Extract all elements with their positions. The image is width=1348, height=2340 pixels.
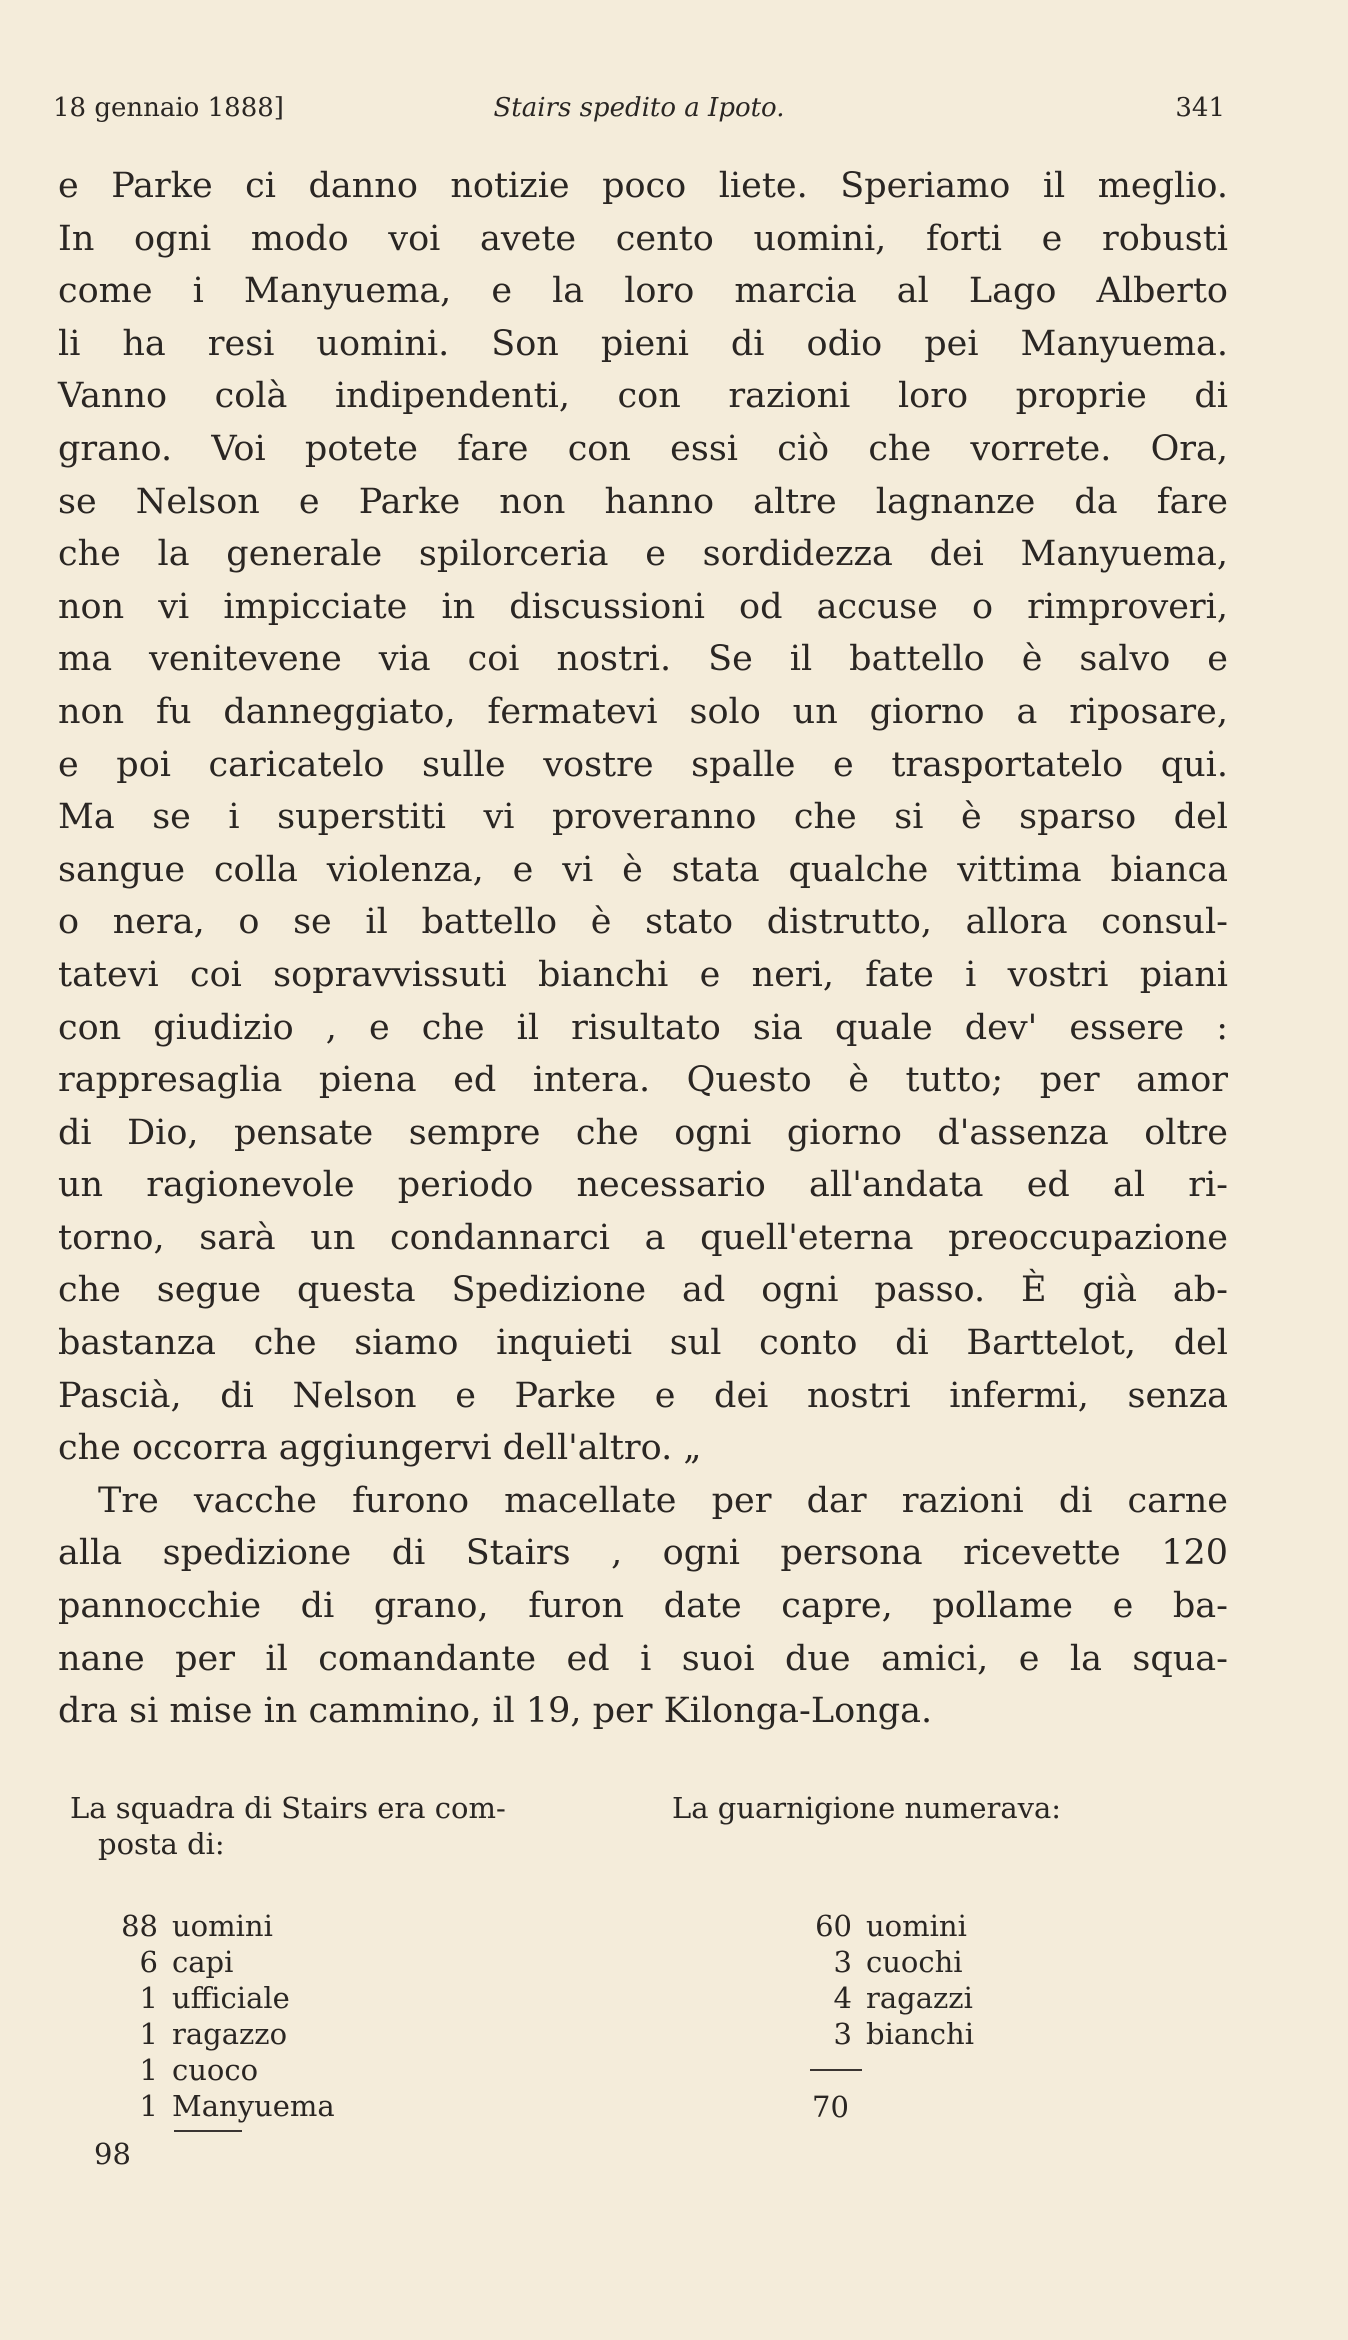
row-label: capi — [172, 1945, 234, 1979]
row-count: 1 — [139, 2053, 158, 2087]
text-line: dra si mise in cammino, il 19, per Kilonga-Longa. — [58, 1691, 933, 1732]
table-total: 98 — [94, 2137, 131, 2171]
text-line: torno, sarà un condannarci a quell'eterna preoccupazione — [58, 1217, 1228, 1258]
text-line: e poi caricatelo sulle vostre spalle e trasportatelo qui. — [58, 744, 1228, 785]
garrison-table — [672, 1790, 1272, 2127]
table-row — [70, 1944, 650, 1980]
table-total: 70 — [812, 2090, 849, 2124]
body-text — [58, 160, 1228, 1738]
row-label: bianchi — [866, 2017, 974, 2051]
row-count: 3 — [833, 1945, 852, 1979]
text-line: grano. Voi potete fare con essi ciò che vorrete. Ora, — [58, 428, 1228, 469]
text-line: se Nelson e Parke non hanno altre lagnanze da fare — [58, 481, 1228, 522]
text-line: e Parke ci danno notizie poco liete. Speriamo il meglio. — [58, 166, 1228, 206]
row-count: 3 — [833, 2017, 852, 2051]
table-row — [672, 2016, 1272, 2052]
text-line: bastanza che siamo inquieti sul conto di Barttelot, del — [58, 1323, 1228, 1364]
text-line: o nera, o se il battello è stato distrutto, allora consul- — [58, 902, 1228, 943]
text-line: Ma se i superstiti vi proveranno che si è sparso del — [58, 797, 1228, 838]
text-line: sangue colla violenza, e vi è stata qualche vittima bianca — [58, 849, 1228, 890]
text-line: ma venitevene via coi nostri. Se il battello è salvo e — [58, 639, 1228, 680]
row-label: ufficiale — [172, 1981, 290, 2015]
header-title: Stairs spedito a Ipoto. — [493, 93, 785, 123]
stairs-party-table — [70, 1790, 650, 2174]
text-line: pannocchie di grano, furon date capre, pollame e ba- — [58, 1586, 1228, 1627]
table-row — [70, 1980, 650, 2016]
row-count: 6 — [139, 1945, 158, 1979]
row-label: uomini — [172, 1909, 273, 1943]
text-line: li ha resi uomini. Son pieni di odio pei Manyuema. — [58, 323, 1228, 364]
header-date: 18 gennaio 1888] — [53, 93, 284, 123]
text-line: di Dio, pensate sempre che ogni giorno d'assenza oltre — [58, 1112, 1228, 1153]
row-count: 60 — [815, 1909, 852, 1943]
sum-rule — [174, 2130, 242, 2132]
text-line: con giudizio , e che il risultato sia quale dev' essere : — [58, 1007, 1228, 1048]
table-row — [672, 1944, 1272, 1980]
row-count: 4 — [833, 1981, 852, 2015]
row-label: Manyuema — [172, 2089, 335, 2123]
row-count: 1 — [139, 2017, 158, 2051]
text-line: Vanno colà indipendenti, con razioni loro proprie di — [58, 376, 1228, 417]
table-heading: La guarnigione numerava: — [672, 1791, 1062, 1825]
row-count: 1 — [139, 1981, 158, 2015]
page-number: 341 — [1175, 93, 1225, 123]
text-line: che la generale spilorceria e sordidezza dei Manyuema, — [58, 534, 1228, 575]
text-line: tatevi coi sopravvissuti bianchi e neri, fate i vostri piani — [58, 954, 1228, 995]
text-line: che occorra aggiungervi dell'altro. „ — [58, 1428, 702, 1469]
row-label: cuoco — [172, 2053, 259, 2087]
row-count: 88 — [121, 1909, 158, 1943]
text-line: Tre vacche furono macellate per dar razioni di carne — [98, 1480, 1228, 1521]
row-label: ragazzo — [172, 2017, 288, 2051]
text-line: non fu danneggiato, fermatevi solo un giorno a riposare, — [58, 691, 1228, 732]
text-line: nane per il comandante ed i suoi due amici, e la squa- — [58, 1638, 1228, 1679]
text-line: non vi impicciate in discussioni od accuse o rimproveri, — [58, 586, 1228, 627]
text-line: che segue questa Spedizione ad ogni passo. È già ab- — [58, 1270, 1228, 1311]
table-row — [672, 1980, 1272, 2016]
table-heading: La squadra di Stairs era com- — [70, 1791, 506, 1825]
table-row — [70, 2016, 650, 2052]
table-row — [70, 2088, 650, 2124]
row-label: uomini — [866, 1909, 967, 1943]
text-line: In ogni modo voi avete cento uomini, forti e robusti — [58, 218, 1228, 259]
table-row — [70, 1908, 650, 1944]
text-line: come i Manyuema, e la loro marcia al Lago Alberto — [58, 271, 1228, 312]
text-line: alla spedizione di Stairs , ogni persona ricevette 120 — [58, 1533, 1228, 1574]
table-row — [70, 2052, 650, 2088]
text-line: rappresaglia piena ed intera. Questo è tutto; per amor — [58, 1060, 1228, 1101]
text-line: un ragionevole periodo necessario all'andata ed al ri- — [58, 1165, 1228, 1206]
text-line: Pascià, di Nelson e Parke e dei nostri infermi, senza — [58, 1375, 1228, 1416]
row-label: ragazzi — [866, 1981, 973, 2015]
table-heading-continued: posta di: — [98, 1827, 225, 1861]
sum-rule — [810, 2069, 862, 2071]
row-label: cuochi — [866, 1945, 963, 1979]
row-count: 1 — [139, 2089, 158, 2123]
table-row — [672, 1908, 1272, 1944]
